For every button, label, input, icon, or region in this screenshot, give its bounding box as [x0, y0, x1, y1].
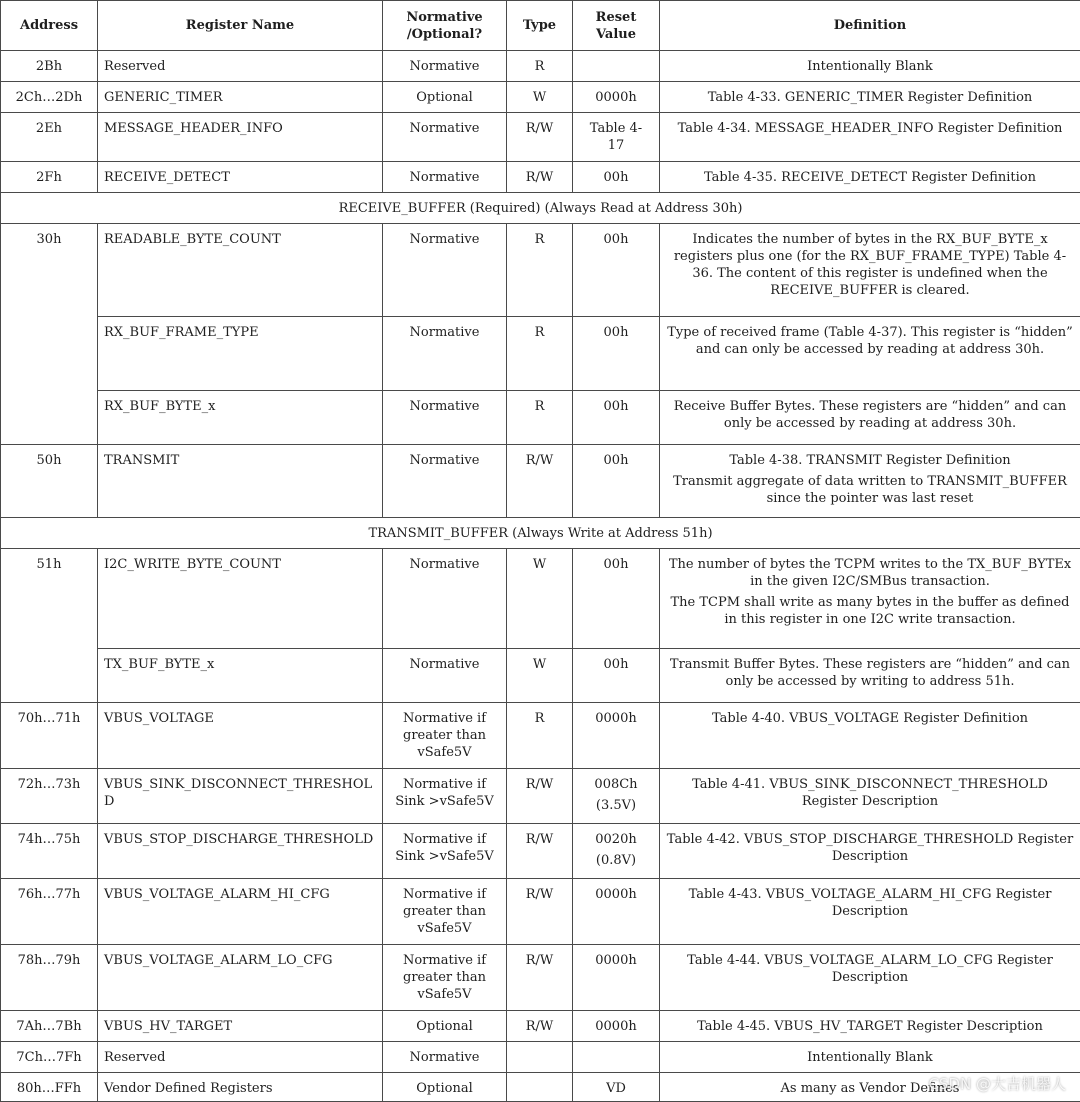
table-row [1, 649, 1080, 703]
register-name-cell: VBUS_STOP_DISCHARGE_THRESHOLD [98, 824, 383, 879]
definition-line-1: The number of bytes the TCPM writes to the TX_BUF_BYTEx in the given I2C/SMBus transaction. [668, 557, 1072, 589]
definition-cell: Receive Buffer Bytes. These registers are “hidden” and can only be accessed by reading at address 30h. [660, 391, 1080, 445]
type-cell [507, 1073, 573, 1102]
register-name-cell: VBUS_VOLTAGE [98, 703, 383, 769]
table-row [1, 113, 1080, 162]
normative-cell: Normative if greater than vSafe5V [383, 945, 507, 1011]
reset-cell [573, 1042, 660, 1073]
normative-cell: Normative [383, 162, 507, 193]
address-cell: 7Ch…7Fh [1, 1042, 98, 1073]
table-row [1, 445, 1080, 518]
table-row [1, 1042, 1080, 1073]
register-name-cell: MESSAGE_HEADER_INFO [98, 113, 383, 162]
normative-cell: Normative if Sink >vSafe5V [383, 824, 507, 879]
definition-cell: Intentionally Blank [660, 51, 1080, 82]
type-cell: W [507, 82, 573, 113]
register-name-cell: VBUS_HV_TARGET [98, 1011, 383, 1042]
normative-cell: Optional [383, 1073, 507, 1102]
address-cell: 72h…73h [1, 769, 98, 824]
reset-cell: 0000h [573, 879, 660, 945]
reset-value-voltage: (3.5V) [595, 798, 637, 813]
reset-value: 0020h [595, 832, 637, 847]
reset-cell: 00h [573, 162, 660, 193]
section-title: TRANSMIT_BUFFER (Always Write at Address 51h) [1, 518, 1080, 549]
definition-line-2: Transmit aggregate of data written to TRANSMIT_BUFFER since the pointer was last reset [673, 474, 1067, 506]
register-name-cell: RECEIVE_DETECT [98, 162, 383, 193]
address-cell: 30h [1, 224, 98, 445]
normative-cell: Normative [383, 224, 507, 317]
normative-cell: Normative [383, 649, 507, 703]
table-row [1, 1011, 1080, 1042]
table-row [1, 391, 1080, 445]
section-title: RECEIVE_BUFFER (Required) (Always Read at Address 30h) [1, 193, 1080, 224]
definition-cell: Table 4-35. RECEIVE_DETECT Register Definition [660, 162, 1080, 193]
register-name-cell: VBUS_SINK_DISCONNECT_THRESHOLD [98, 769, 383, 824]
register-name-cell: READABLE_BYTE_COUNT [98, 224, 383, 317]
table-row [1, 1073, 1080, 1102]
type-cell: R/W [507, 113, 573, 162]
register-name-cell: VBUS_VOLTAGE_ALARM_LO_CFG [98, 945, 383, 1011]
reset-value: 008Ch [594, 777, 638, 792]
normative-cell: Normative if greater than vSafe5V [383, 703, 507, 769]
watermark: CSDN @大吉机器人 [928, 1075, 1066, 1093]
address-cell: 2Fh [1, 162, 98, 193]
type-cell: R [507, 224, 573, 317]
reset-cell: 00h [573, 549, 660, 649]
definition-cell [660, 549, 1080, 649]
normative-cell: Normative if greater than vSafe5V [383, 879, 507, 945]
reset-cell: 0000h [573, 82, 660, 113]
header-address: Address [1, 1, 98, 51]
normative-cell: Normative [383, 51, 507, 82]
definition-cell: Table 4-33. GENERIC_TIMER Register Definition [660, 82, 1080, 113]
type-cell: R [507, 51, 573, 82]
definition-cell: Transmit Buffer Bytes. These registers are “hidden” and can only be accessed by writing to address 51h. [660, 649, 1080, 703]
type-cell: R/W [507, 945, 573, 1011]
definition-cell: As many as Vendor Defines [660, 1073, 1080, 1102]
header-register-name: Register Name [98, 1, 383, 51]
header-row [1, 1, 1080, 51]
normative-cell: Normative [383, 317, 507, 391]
normative-cell: Normative [383, 549, 507, 649]
table-row [1, 224, 1080, 317]
register-name-cell: TX_BUF_BYTE_x [98, 649, 383, 703]
address-cell: 2Bh [1, 51, 98, 82]
address-cell: 51h [1, 549, 98, 703]
type-cell: R/W [507, 162, 573, 193]
reset-cell: 00h [573, 445, 660, 518]
header-type: Type [507, 1, 573, 51]
definition-cell: Table 4-41. VBUS_SINK_DISCONNECT_THRESHOLD Register Description [660, 769, 1080, 824]
register-name-cell: VBUS_VOLTAGE_ALARM_HI_CFG [98, 879, 383, 945]
register-name-cell: I2C_WRITE_BYTE_COUNT [98, 549, 383, 649]
definition-cell: Table 4-44. VBUS_VOLTAGE_ALARM_LO_CFG Register Description [660, 945, 1080, 1011]
reset-cell [573, 51, 660, 82]
type-cell: W [507, 649, 573, 703]
normative-cell: Normative [383, 1042, 507, 1073]
table-row [1, 769, 1080, 824]
normative-cell: Optional [383, 82, 507, 113]
definition-cell [660, 445, 1080, 518]
table-row [1, 51, 1080, 82]
reset-value-voltage: (0.8V) [595, 853, 637, 868]
reset-cell: 00h [573, 317, 660, 391]
register-name-cell: GENERIC_TIMER [98, 82, 383, 113]
reset-cell [573, 703, 660, 769]
definition-line-1: Table 4-38. TRANSMIT Register Definition [729, 453, 1011, 468]
address-cell: 2Ch…2Dh [1, 82, 98, 113]
register-name-cell: RX_BUF_FRAME_TYPE [98, 317, 383, 391]
definition-cell: Table 4-42. VBUS_STOP_DISCHARGE_THRESHOLD Register Description [660, 824, 1080, 879]
normative-cell: Normative [383, 391, 507, 445]
table-row [1, 945, 1080, 1011]
table-row [1, 824, 1080, 879]
address-cell: 50h [1, 445, 98, 518]
table-row [1, 549, 1080, 649]
table-row [1, 162, 1080, 193]
register-name-cell: TRANSMIT [98, 445, 383, 518]
type-cell: R [507, 391, 573, 445]
type-cell: R/W [507, 445, 573, 518]
type-cell: R/W [507, 824, 573, 879]
address-cell: 70h…71h [1, 703, 98, 769]
type-cell: R [507, 317, 573, 391]
reset-value: 0000h [595, 711, 637, 726]
normative-cell: Normative [383, 445, 507, 518]
normative-cell: Normative [383, 113, 507, 162]
table-row [1, 703, 1080, 769]
type-cell: R/W [507, 769, 573, 824]
reset-cell [573, 824, 660, 879]
normative-cell: Optional [383, 1011, 507, 1042]
type-cell: R/W [507, 879, 573, 945]
definition-cell: Table 4-45. VBUS_HV_TARGET Register Description [660, 1011, 1080, 1042]
address-cell: 78h…79h [1, 945, 98, 1011]
reset-cell [573, 769, 660, 824]
reset-cell: 0000h [573, 945, 660, 1011]
normative-cell: Normative if Sink >vSafe5V [383, 769, 507, 824]
address-cell: 76h…77h [1, 879, 98, 945]
type-cell: W [507, 549, 573, 649]
reset-cell: 00h [573, 224, 660, 317]
definition-cell: Indicates the number of bytes in the RX_BUF_BYTE_x registers plus one (for the RX_BUF_FRAME_TYPE) Table 4-36. The content of this register is undefined when the RECEIVE_BUFFER is cleared. [660, 224, 1080, 317]
type-cell: R/W [507, 1011, 573, 1042]
address-cell: 7Ah…7Bh [1, 1011, 98, 1042]
address-cell: 2Eh [1, 113, 98, 162]
definition-cell: Intentionally Blank [660, 1042, 1080, 1073]
register-name-cell: Reserved [98, 1042, 383, 1073]
table-row [1, 879, 1080, 945]
reset-cell: 0000h [573, 1011, 660, 1042]
section-row-transmit-buffer [1, 518, 1080, 549]
table-row [1, 82, 1080, 113]
type-cell: R [507, 703, 573, 769]
register-name-cell: Vendor Defined Registers [98, 1073, 383, 1102]
register-name-cell: Reserved [98, 51, 383, 82]
table-row [1, 317, 1080, 391]
register-name-cell: RX_BUF_BYTE_x [98, 391, 383, 445]
reset-cell: Table 4-17 [573, 113, 660, 162]
header-definition: Definition [660, 1, 1080, 51]
header-reset-value: Reset Value [573, 1, 660, 51]
definition-line-2: The TCPM shall write as many bytes in the buffer as defined in this register in one I2C write transaction. [670, 595, 1070, 627]
type-cell [507, 1042, 573, 1073]
definition-cell: Table 4-40. VBUS_VOLTAGE Register Definition [660, 703, 1080, 769]
section-row-receive-buffer [1, 193, 1080, 224]
definition-cell: Type of received frame (Table 4-37). This register is “hidden” and can only be accessed by reading at address 30h. [660, 317, 1080, 391]
definition-cell: Table 4-43. VBUS_VOLTAGE_ALARM_HI_CFG Register Description [660, 879, 1080, 945]
reset-cell: 00h [573, 649, 660, 703]
reset-cell: 00h [573, 391, 660, 445]
address-cell: 80h…FFh [1, 1073, 98, 1102]
definition-cell: Table 4-34. MESSAGE_HEADER_INFO Register Definition [660, 113, 1080, 162]
reset-cell: VD [573, 1073, 660, 1102]
address-cell: 74h…75h [1, 824, 98, 879]
header-normative: Normative /Optional? [383, 1, 507, 51]
